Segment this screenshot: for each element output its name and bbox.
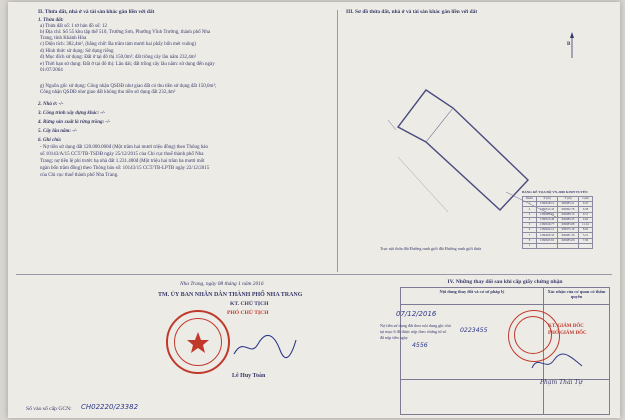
- land-line: d) Hình thức sử dụng: Sử dụng riêng: [40, 49, 114, 54]
- footer-label: Số vào sổ cấp GCN:: [26, 406, 72, 412]
- column-divider: [337, 10, 338, 272]
- coord-cell: 11.24: [579, 222, 593, 227]
- house-line: 2. Nhà ở: -/-: [38, 102, 64, 107]
- coordinate-table: [522, 196, 593, 249]
- coord-cell: 1360613.46: [537, 217, 558, 222]
- coord-cell: 1360612.43: [537, 207, 558, 212]
- coord-cell: 8: [523, 238, 537, 243]
- forest-line: 4. Rừng sản xuất là rừng trồng: -/-: [38, 120, 111, 125]
- coord-cell: 1360616.77: [537, 222, 558, 227]
- map-legend: Trục nội thửa đất Đường ranh giới đất Đường ranh giới thửa: [380, 246, 482, 251]
- coord-cell: 2: [523, 207, 537, 212]
- coord-cell: 5.15: [579, 233, 593, 238]
- handwritten-receipt-no: 0223455: [460, 327, 488, 334]
- footer-certificate-no: CH02220/23382: [81, 403, 139, 411]
- handwritten-signature: [230, 332, 300, 362]
- land-line: Trang, tỉnh Khánh Hòa: [40, 36, 87, 41]
- coord-cell: Cạnh: [579, 197, 593, 202]
- north-arrow: [568, 32, 576, 65]
- coord-cell: 600975.19: [558, 228, 579, 233]
- coord-cell: 1360629.33: [537, 233, 558, 238]
- handwritten-number: 4556: [412, 342, 428, 349]
- note-line: số 10143/A/15 CCT/TB-TSDĐ ngày 25/12/2015 của Chi cục thuế thành phố Nha: [40, 152, 204, 157]
- other-structure-line: 3. Công trình xây dựng khác: -/-: [38, 111, 106, 116]
- entry-line: tại mục 6 đã được nộp theo chứng từ số: [380, 329, 447, 334]
- signer-name: Lê Huy Toàn: [232, 373, 266, 379]
- road-line: [398, 157, 448, 212]
- parcel-inner-line: [426, 108, 453, 142]
- coord-cell: 600980.45: [558, 217, 579, 222]
- official-seal: [166, 310, 230, 374]
- parcel-outline: [398, 90, 528, 210]
- coord-cell: X (m): [537, 197, 558, 202]
- coord-cell: 1: [523, 243, 537, 248]
- land-line: đ) Mục đích sử dụng: Đất ở tại đô thị 150,0m²; đất trồng cây lâu năm 232,4m²: [40, 55, 197, 60]
- section-iv-title: IV. Những thay đổi sau khi cấp giấy chứng nhận: [447, 279, 563, 285]
- coord-row: [523, 243, 593, 248]
- coord-cell: 7.30: [579, 238, 593, 243]
- land-line: b) Địa chỉ: Số 55 khu tập thể 510, Trường Sơn, Phường Vĩnh Trường, thành phố Nha: [40, 30, 211, 35]
- coord-cell: 1: [523, 202, 537, 207]
- handwritten-signature: [528, 352, 588, 374]
- empty-row-cell: [401, 380, 544, 415]
- coord-cell: 4.62: [579, 217, 593, 222]
- seal-inner: [514, 316, 552, 354]
- coord-cell: 3: [523, 212, 537, 217]
- registrar-name: Phạm Thái Tự: [540, 379, 583, 386]
- road-tick: [388, 120, 396, 130]
- note-line: của Chi cục thuế thành phố Nha Trang.: [40, 173, 119, 178]
- land-line: e) Thời hạn sử dụng: Đất ở tại đô thị: Lâu dài; đất trồng cây lâu năm: sử dụng đến ngày: [40, 62, 215, 67]
- coord-cell: 1360625.81: [537, 238, 558, 243]
- coord-cell: 7: [523, 233, 537, 238]
- north-label: B: [567, 42, 571, 47]
- coord-cell: [558, 243, 579, 248]
- notes-heading: 6. Ghi chú:: [38, 138, 62, 143]
- handwritten-date: 07/12/2016: [396, 310, 437, 318]
- coord-cell: [579, 243, 593, 248]
- coord-table-title: BẢNG KÊ TỌA ĐỘ VN-2000 KINH TUYẾN: [522, 190, 588, 194]
- perennial-line: 5. Cây lâu năm: -/-: [38, 129, 78, 134]
- coord-cell: 1360624.12: [537, 228, 558, 233]
- coord-cell: 9.47: [579, 202, 593, 207]
- coord-cell: Y (m): [558, 197, 579, 202]
- coord-cell: 600992.78: [558, 207, 579, 212]
- certificate-page: [8, 2, 620, 418]
- stamp-subtitle: PHÓ GIÁM ĐỐC: [548, 331, 587, 336]
- signer-position: KT. CHỦ TỊCH: [230, 301, 269, 307]
- coord-cell: 600985.06: [558, 238, 579, 243]
- coord-cell: 1360618.12: [537, 202, 558, 207]
- coord-cell: 6: [523, 228, 537, 233]
- stamp-title: KT. GIÁM ĐỐC: [548, 324, 584, 329]
- land-line: c) Diện tích: 382,4m², (bằng chữ: Ba trăm tám mươi hai phẩy bốn mét vuông): [40, 42, 196, 47]
- coord-cell: 600985.21: [558, 202, 579, 207]
- section-iii-title: III. Sơ đồ thửa đất, nhà ở và tài sản khác gắn liền với đất: [346, 9, 478, 15]
- note-line: - Nợ tiền sử dụng đất 120.000.000đ (Một trăm hai mươi triệu đồng) theo Thông báo: [40, 145, 208, 150]
- land-line: Công nhận QSDĐ như giao đất không thu tiền sử dụng đất 232,4m²: [40, 90, 176, 95]
- entry-line: Nợ tiền sử dụng đất theo nội dung ghi chú: [380, 323, 451, 328]
- land-line: a) Thửa đất số: 1 tờ bản đồ số: 12: [40, 24, 108, 29]
- changes-header: Xác nhận của cơ quan có thẩm quyền: [544, 288, 610, 305]
- place-date: Nha Trang, ngày 08 tháng 1 năm 2016: [180, 281, 264, 287]
- changes-table: [400, 287, 610, 415]
- land-line: 01/07/2064: [40, 68, 63, 73]
- coord-cell: [537, 243, 558, 248]
- land-heading: 1. Thửa đất:: [38, 18, 64, 23]
- coord-cell: 5: [523, 222, 537, 227]
- coord-cell: 4: [523, 217, 537, 222]
- coord-cell: 9.51: [579, 212, 593, 217]
- coord-cell: 600988.10: [558, 212, 579, 217]
- issuer-authority: TM. ỦY BAN NHÂN DÂN THÀNH PHỐ NHA TRANG: [158, 292, 303, 298]
- coord-cell: Điểm: [523, 197, 537, 202]
- changes-header: Nội dung thay đổi và cơ sở pháp lý: [401, 288, 544, 305]
- signer-title: PHÓ CHỦ TỊCH: [227, 310, 269, 316]
- land-line: g) Nguồn gốc sử dụng: Công nhận QSDĐ như giao đất có thu tiền sử dụng đất 150,0m²;: [40, 84, 217, 89]
- coord-cell: 600981.30: [558, 233, 579, 238]
- entry-line: đã nộp tiền ngày: [380, 335, 408, 340]
- coord-cell: 6.58: [579, 207, 593, 212]
- note-line: ngàn bốn trăm đồng) theo Thông báo số: 10143/15 CCT/TB-LPTB ngày 22/12/2015: [40, 166, 210, 171]
- coord-cell: 1360607.81: [537, 212, 558, 217]
- note-line: Trang; nợ tiền lệ phí trước bạ nhà đất 1.231.400đ (Một triệu hai trăm ba mươi mốt: [40, 159, 205, 164]
- coord-cell: 600983.68: [558, 222, 579, 227]
- divider: [16, 274, 612, 275]
- star-icon: [168, 312, 228, 372]
- section-ii-title: II. Thửa đất, nhà ở và tài sản khác gắn liền với đất: [38, 9, 155, 15]
- coord-cell: 8.02: [579, 228, 593, 233]
